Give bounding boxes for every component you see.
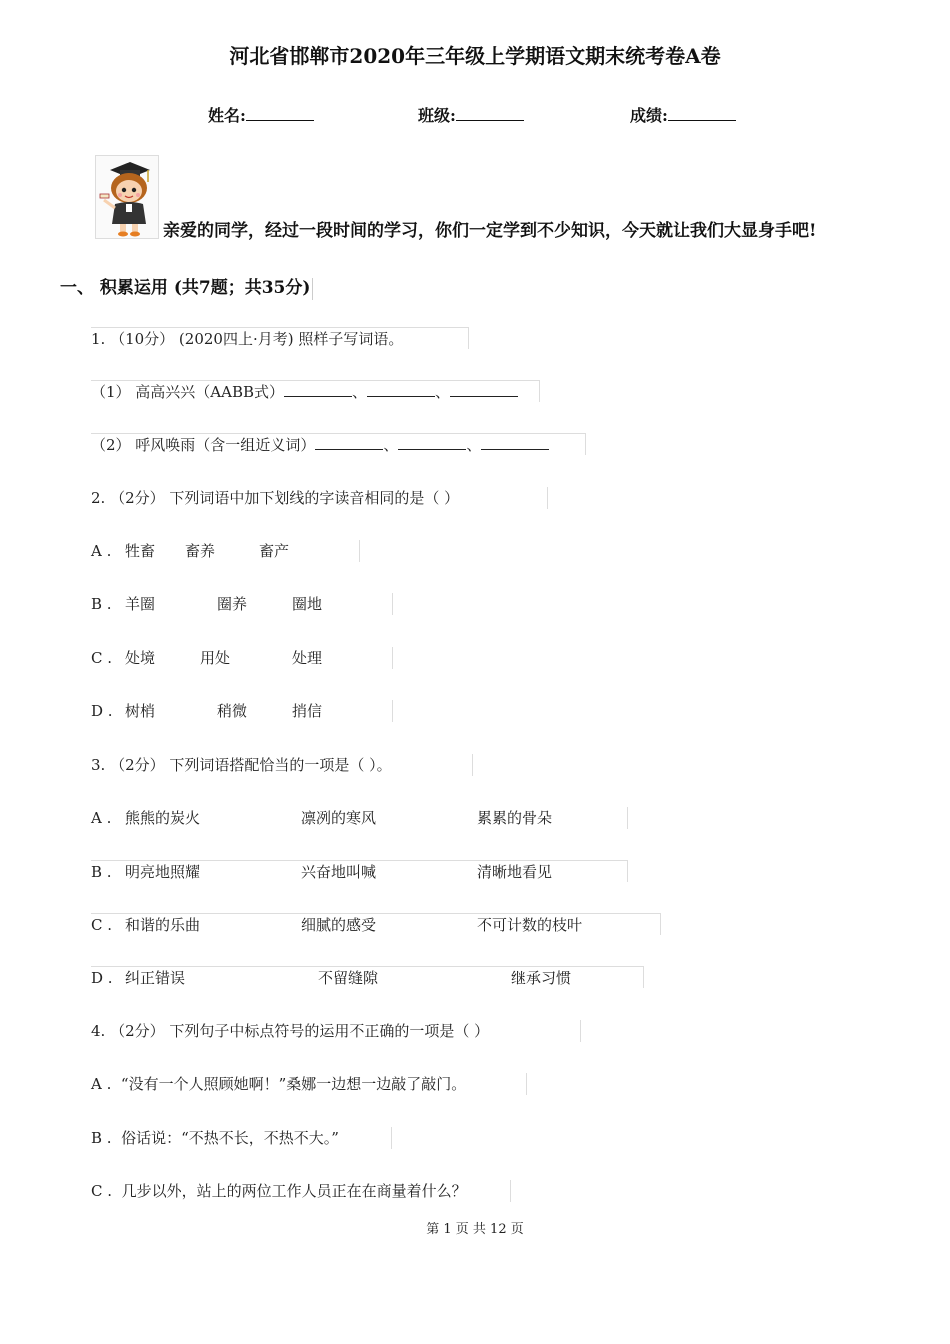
option-label: A . <box>91 542 112 560</box>
q1-sub2 <box>91 433 586 455</box>
option-word: 圈地 <box>292 595 323 613</box>
option-word: 明亮地照耀 <box>125 863 201 881</box>
class-label: 班级: <box>418 106 456 125</box>
option-word: 细腻的感受 <box>301 916 377 934</box>
q1-sub1-prompt: （1） 高高兴兴（AABB式） <box>91 383 285 401</box>
option-word: 稍微 <box>217 702 248 720</box>
q4-option-c[interactable] <box>91 1180 511 1202</box>
mascot-illustration <box>95 155 159 239</box>
answer-blank[interactable] <box>315 435 383 450</box>
option-word: 熊熊的炭火 <box>125 809 201 827</box>
option-word: 畜养 <box>185 542 216 560</box>
option-text: 几步以外，站上的两位工作人员正在在商量着什么？ <box>121 1182 467 1200</box>
q2-option-d[interactable] <box>91 700 393 722</box>
class-field <box>418 103 524 126</box>
option-word: 兴奋地叫喊 <box>301 863 377 881</box>
option-word: 处境 <box>125 649 156 667</box>
separator: 、 <box>383 436 399 454</box>
option-label: C . <box>91 1182 113 1200</box>
q3-stem: 3. （2分） 下列词语搭配恰当的一项是（ ）。 <box>91 754 473 776</box>
option-word: 不可计数的枝叶 <box>477 916 583 934</box>
option-word: 牲畜 <box>125 542 156 560</box>
option-label: C . <box>91 916 113 934</box>
score-blank <box>668 106 736 121</box>
option-word: 纠正错误 <box>125 969 186 987</box>
q2-option-a[interactable] <box>91 540 360 562</box>
option-word: 继承习惯 <box>511 969 572 987</box>
score-field <box>630 103 736 126</box>
answer-blank[interactable] <box>367 382 435 397</box>
option-label: A . <box>91 809 112 827</box>
option-label: C . <box>91 649 113 667</box>
name-field <box>208 103 314 126</box>
option-label: B . <box>91 1129 112 1147</box>
option-word: 畜产 <box>259 542 290 560</box>
option-word: 不留缝隙 <box>318 969 379 987</box>
section-divider <box>312 278 313 300</box>
q2-option-b[interactable] <box>91 593 393 615</box>
answer-blank[interactable] <box>481 435 549 450</box>
option-word: 用处 <box>200 649 231 667</box>
option-label: B . <box>91 863 112 881</box>
q4-option-a[interactable] <box>91 1073 527 1095</box>
q3-option-b[interactable] <box>91 860 628 882</box>
page-footer: 第 1 页 共 12 页 <box>426 1222 524 1237</box>
option-label: D . <box>91 702 113 720</box>
separator: 、 <box>466 436 482 454</box>
separator: 、 <box>435 383 451 401</box>
class-blank <box>456 106 524 121</box>
answer-blank[interactable] <box>450 382 518 397</box>
score-label: 成绩: <box>630 106 668 125</box>
option-word: 凛冽的寒风 <box>301 809 377 827</box>
name-label: 姓名: <box>208 106 246 125</box>
option-word: 累累的骨朵 <box>477 809 553 827</box>
option-word: 捎信 <box>292 702 323 720</box>
graduate-mascot-icon <box>96 156 158 238</box>
q2-option-c[interactable] <box>91 647 393 669</box>
q1-sub2-prompt: （2） 呼风唤雨（含一组近义词） <box>91 436 316 454</box>
option-text: 俗话说：“不热不长，不热不大。” <box>121 1129 339 1147</box>
option-word: 清晰地看见 <box>477 863 553 881</box>
q4-stem: 4. （2分） 下列句子中标点符号的运用不正确的一项是（ ） <box>91 1020 581 1042</box>
greeting-text: 亲爱的同学，经过一段时间的学习，你们一定学到不少知识，今天就让我们大显身手吧! <box>163 221 817 241</box>
option-word: 和谐的乐曲 <box>125 916 201 934</box>
q3-option-c[interactable] <box>91 913 661 935</box>
q4-option-b[interactable] <box>91 1127 392 1149</box>
answer-blank[interactable] <box>284 382 352 397</box>
option-label: D . <box>91 969 113 987</box>
answer-blank[interactable] <box>398 435 466 450</box>
section-1-header <box>60 273 313 300</box>
option-word: 圈养 <box>217 595 248 613</box>
option-label: B . <box>91 595 112 613</box>
option-label: A . <box>91 1075 112 1093</box>
separator: 、 <box>352 383 368 401</box>
name-blank <box>246 106 314 121</box>
option-word: 羊圈 <box>125 595 156 613</box>
option-word: 处理 <box>292 649 323 667</box>
section-1-title: 一、 积累运用 (共7题；共35分) <box>60 278 311 298</box>
page-title: 河北省邯郸市2020年三年级上学期语文期末统考卷A卷 <box>229 44 721 68</box>
q1-stem: 1. （10分） (2020四上·月考) 照样子写词语。 <box>91 327 469 349</box>
option-word: 树梢 <box>125 702 156 720</box>
q3-option-a[interactable] <box>91 807 628 829</box>
q2-stem: 2. （2分） 下列词语中加下划线的字读音相同的是（ ） <box>91 487 548 509</box>
option-text: “没有一个人照顾她啊！”桑娜一边想一边敲了敲门。 <box>120 1075 467 1093</box>
q3-option-d[interactable] <box>91 966 644 988</box>
q1-sub1 <box>91 380 540 402</box>
